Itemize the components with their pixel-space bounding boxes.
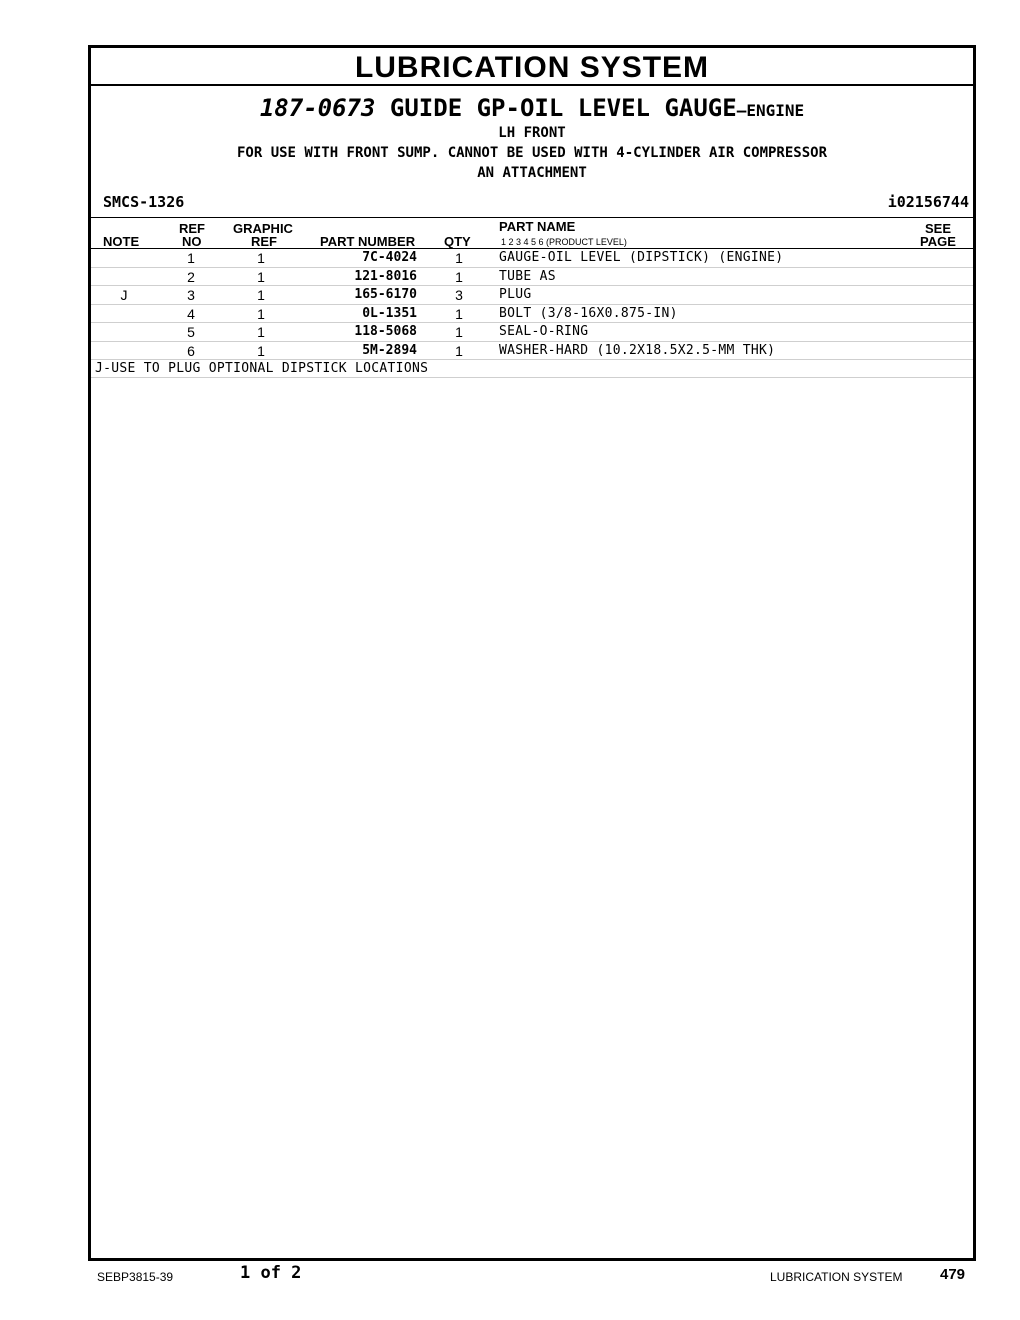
cell-qty: 1 [455,268,463,285]
header-qty: QTY [444,234,471,249]
table-row [91,342,973,361]
illustration-id: i02156744 [887,193,969,211]
group-name: GUIDE GP-OIL LEVEL GAUGE [389,94,737,122]
cell-part-name: BOLT (3/8-16X0.875-IN) [499,305,678,321]
group-subtitle-3: AN ATTACHMENT [477,165,587,181]
group-part-number[interactable]: 187-0673 [259,94,376,122]
cell-note: J [120,287,128,303]
footer-doc-id: SEBP3815-39 [97,1270,174,1284]
header-see-page-bottom: PAGE [920,234,956,249]
page-footer [0,1263,1020,1293]
cell-graphic-ref: 1 [257,305,265,322]
cell-graphic-ref: 1 [257,287,265,303]
cell-part-number[interactable]: 165-6170 [354,287,417,302]
cell-qty: 1 [455,342,463,359]
note-text: J-USE TO PLUG OPTIONAL DIPSTICK LOCATIONS [95,361,429,376]
header-part-number: PART NUMBER [320,234,416,249]
cell-ref-no: 1 [187,250,195,266]
cell-graphic-ref: 1 [257,342,265,359]
cell-graphic-ref: 1 [257,268,265,285]
cell-part-number[interactable]: 7C-4024 [362,250,417,265]
cell-qty: 1 [455,305,463,322]
footer-page-number: 479 [940,1266,966,1283]
id-row [91,191,973,218]
cell-part-name: TUBE AS [499,268,556,284]
cell-part-name: WASHER-HARD (10.2X18.5X2.5-MM THK) [499,342,776,358]
section-title: LUBRICATION SYSTEM [91,48,973,86]
header-product-level: 1 2 3 4 5 6 (PRODUCT LEVEL) [501,237,627,247]
cell-part-name: SEAL-O-RING [499,324,589,339]
group-subtitle-2: FOR USE WITH FRONT SUMP. CANNOT BE USED WITH 4-CYLINDER AIR COMPRESSOR [236,145,827,161]
column-header [91,218,973,249]
cell-qty: 3 [455,287,463,303]
cell-part-number[interactable]: 118-5068 [354,324,417,339]
footer-section: LUBRICATION SYSTEM [770,1270,903,1284]
cell-qty: 1 [455,250,463,266]
header-ref-no-top: REF [179,221,205,236]
group-subtitle-1: LH FRONT [498,125,566,141]
header-note: NOTE [103,234,140,249]
cell-ref-no: 6 [187,342,195,359]
parts-list [91,249,973,378]
group-suffix: —ENGINE [736,101,805,120]
cell-ref-no: 3 [187,287,195,303]
header-see-page-top: SEE [925,221,952,236]
cell-graphic-ref: 1 [257,324,265,340]
cell-part-number[interactable]: 5M-2894 [362,342,417,358]
footer-page-of: 1 of 2 [240,1263,302,1283]
cell-ref-no: 4 [187,305,195,322]
cell-ref-no: 2 [187,268,195,285]
table-row [91,305,973,324]
table-row [91,323,973,342]
smcs-code: SMCS-1326 [103,193,185,211]
note-footnote [91,360,973,378]
table-row [91,286,973,305]
cell-ref-no: 5 [187,324,195,340]
table-row [91,268,973,287]
cell-part-name: GAUGE-OIL LEVEL (DIPSTICK) (ENGINE) [499,250,784,265]
group-title [91,96,973,123]
header-graphic-ref-top: GRAPHIC [233,221,293,236]
table-row [91,249,973,268]
page-frame [88,45,976,1261]
cell-part-number[interactable]: 121-8016 [354,268,417,284]
cell-graphic-ref: 1 [257,250,265,266]
header-part-name: PART NAME [499,219,576,234]
cell-part-name: PLUG [499,287,532,302]
header-ref-no-bottom: NO [182,234,202,249]
cell-qty: 1 [455,324,463,340]
cell-part-number[interactable]: 0L-1351 [362,305,417,321]
header-graphic-ref-bottom: REF [251,234,277,249]
